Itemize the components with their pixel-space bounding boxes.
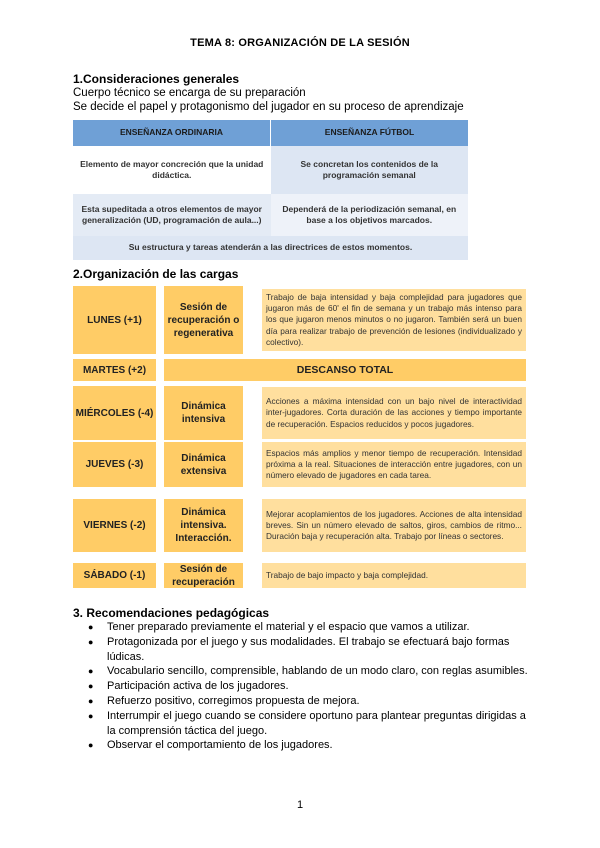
- day-cell: MIÉRCOLES (-4): [73, 386, 156, 440]
- table-cell: Elemento de mayor concreción que la unidad didáctica.: [73, 146, 271, 194]
- list-item-text: Tener preparado previamente el material y el espacio que vamos a utilizar.: [107, 621, 470, 633]
- table-header-cell: ENSEÑANZA ORDINARIA: [119, 127, 224, 138]
- list-item: [73, 694, 533, 709]
- list-item-text: Observar el comportamiento de los jugadores.: [107, 739, 333, 752]
- page-number: 1: [296, 799, 304, 811]
- table-row: [73, 286, 526, 354]
- rest-cell: DESCANSO TOTAL: [164, 359, 526, 381]
- text-line: Se decide el papel y protagonismo del jugador en su proceso de aprendizaje: [73, 101, 464, 113]
- day-cell: JUEVES (-3): [73, 442, 156, 487]
- section-heading-cargas: 2.Organización de las cargas: [73, 267, 239, 281]
- table-cell: Dependerá de la periodización semanal, en base a los objetivos marcados.: [271, 194, 469, 236]
- table-cell: Esta supeditada a otros elementos de mayor generalización (UD, programación de aula...): [73, 194, 271, 236]
- table-row: [73, 563, 526, 588]
- list-item: [73, 738, 533, 753]
- session-type-cell: Dinámica intensiva. Interacción.: [164, 499, 243, 552]
- description-cell: Espacios más amplios y menor tiempo de recuperación. Intensidad próxima a la real. Situaciones de interacción entre jugadores, con un número elevado de jugadores en cada tarea.: [262, 442, 526, 487]
- section-heading-consideraciones: 1.Consideraciones generales: [73, 72, 240, 86]
- table-row: [73, 359, 526, 381]
- bullet-icon: ●: [88, 636, 94, 647]
- section-heading-recomendaciones: 3. Recomendaciones pedagógicas: [73, 606, 270, 620]
- table-footer-row: [73, 236, 468, 260]
- session-type-cell: Dinámica extensiva: [164, 442, 243, 487]
- description-cell: Acciones a máxima intensidad con un bajo nivel de interactividad inter-jugadores. Corta duración de las acciones y tiempo importante de recuperación. Espacios reducidos y pocos jugadores.: [262, 387, 526, 439]
- table-row: [73, 386, 526, 440]
- bullet-icon: ●: [88, 681, 94, 692]
- text-line: Cuerpo técnico se encarga de su preparación: [73, 87, 306, 99]
- session-type-cell: Sesión de recuperación: [164, 563, 243, 588]
- recommendations-list: [73, 620, 533, 753]
- day-cell: VIERNES (-2): [73, 499, 156, 552]
- day-cell: SÁBADO (-1): [73, 563, 156, 588]
- list-item: [73, 679, 533, 694]
- list-item: [73, 664, 533, 679]
- table-footer-cell: Su estructura y tareas atenderán a las directrices de estos momentos.: [128, 242, 413, 253]
- list-item-text: Protagonizada por el juego y sus modalidades. El trabajo se efectuará bajo formas lúdicas.: [107, 635, 510, 663]
- page-title: TEMA 8: ORGANIZACIÓN DE LA SESIÓN: [190, 37, 410, 49]
- list-item-text: Participación activa de los jugadores.: [107, 680, 289, 693]
- table-header-row: [73, 120, 468, 146]
- bullet-icon: ●: [88, 666, 94, 677]
- comparison-table: [73, 120, 468, 260]
- table-cell: Se concretan los contenidos de la programación semanal: [271, 146, 469, 194]
- description-cell: Trabajo de baja intensidad y baja complejidad para jugadores que jugaron más de 60' el fin de semana y un trabajo más intenso para los que jugaron menos minutos o no jugaron. También será un buen día para realizar trabajo de prevención de lesiones (individualizado y colectivo).: [262, 289, 526, 351]
- list-item-text: Refuerzo positivo, corregimos propuesta de mejora.: [107, 694, 360, 707]
- session-type-cell: Dinámica intensiva: [164, 386, 243, 440]
- day-cell: MARTES (+2): [73, 359, 156, 381]
- table-row: [73, 146, 468, 194]
- bullet-icon: ●: [88, 740, 94, 751]
- day-cell: LUNES (+1): [73, 286, 156, 354]
- list-item-text: Interrumpir el juego cuando se considere oportuno para plantear preguntas dirigidas a la comprensión táctica del juego.: [107, 709, 526, 737]
- bullet-icon: ●: [88, 710, 94, 721]
- bullet-icon: ●: [88, 622, 94, 632]
- table-header-cell: ENSEÑANZA FÚTBOL: [270, 120, 468, 146]
- list-item-text: Vocabulario sencillo, comprensible, hablando de un modo claro, con reglas asumibles.: [107, 665, 528, 678]
- description-cell: Trabajo de bajo impacto y baja complejidad.: [262, 563, 526, 588]
- description-cell: Mejorar acoplamientos de los jugadores. Acciones de alta intensidad breves. Sin un número elevado de saltos, giros, cambios de ritmo... Duración baja y recuperación alta. Trabajo por líneas o sectores.: [262, 499, 526, 552]
- list-item: [73, 635, 533, 665]
- list-item: [73, 620, 533, 635]
- bullet-icon: ●: [88, 695, 94, 706]
- table-row: [73, 499, 526, 552]
- table-row: [73, 194, 468, 236]
- session-type-cell: Sesión de recuperación o regenerativa: [164, 286, 243, 354]
- list-item: [73, 709, 533, 739]
- table-row: [73, 442, 526, 487]
